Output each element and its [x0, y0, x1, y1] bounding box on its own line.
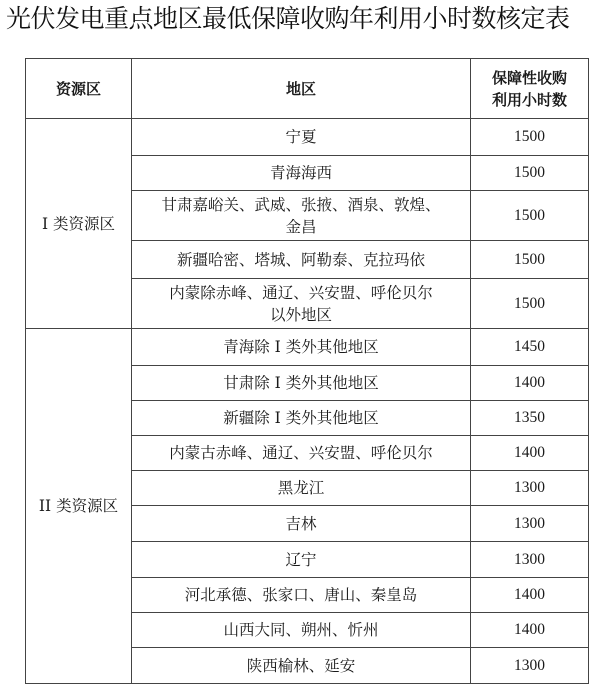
document-title: 光伏发电重点地区最低保障收购年利用小时数核定表: [6, 4, 570, 33]
region-cell: 黑龙江: [132, 471, 471, 506]
region-cell: 甘肃除 I 类外其他地区: [132, 366, 471, 401]
region-cell: 新疆除 I 类外其他地区: [132, 401, 471, 436]
hours-cell: 1500: [471, 156, 589, 191]
hours-cell: 1400: [471, 613, 589, 648]
header-hours-line2: 利用小时数: [491, 90, 567, 109]
region-cell: 吉林: [132, 506, 471, 542]
hours-cell: 1400: [471, 366, 589, 401]
hours-cell: 1350: [471, 401, 589, 436]
hours-cell: 1500: [471, 241, 589, 279]
region-cell: 山西大同、朔州、忻州: [132, 613, 471, 648]
region-cell: 内蒙古赤峰、通辽、兴安盟、呼伦贝尔: [132, 436, 471, 471]
hours-cell: 1400: [471, 578, 589, 613]
region-line1: 甘肃嘉峪关、武威、张掖、酒泉、敦煌、: [161, 195, 441, 214]
header-hours-line1: 保障性收购: [491, 68, 567, 87]
zone2-label: II 类资源区: [26, 329, 132, 684]
table-header-row: [26, 59, 589, 119]
utilization-hours-table: [25, 58, 589, 684]
header-region: 地区: [132, 59, 471, 119]
region-cell: [132, 279, 471, 329]
region-cell: 宁夏: [132, 119, 471, 156]
hours-cell: 1500: [471, 279, 589, 329]
zone1-label: I 类资源区: [26, 119, 132, 329]
region-cell: 青海除 I 类外其他地区: [132, 329, 471, 366]
region-cell: 新疆哈密、塔城、阿勒泰、克拉玛依: [132, 241, 471, 279]
region-cell: 青海海西: [132, 156, 471, 191]
header-hours: [471, 59, 589, 119]
region-line1: 内蒙除赤峰、通辽、兴安盟、呼伦贝尔: [169, 283, 433, 302]
hours-cell: 1300: [471, 506, 589, 542]
table-row: [26, 119, 589, 156]
hours-cell: 1450: [471, 329, 589, 366]
region-cell: 河北承德、张家口、唐山、秦皇岛: [132, 578, 471, 613]
region-cell: 陕西榆林、延安: [132, 648, 471, 684]
hours-cell: 1300: [471, 648, 589, 684]
hours-cell: 1500: [471, 191, 589, 241]
hours-cell: 1300: [471, 542, 589, 578]
hours-cell: 1400: [471, 436, 589, 471]
region-cell: 辽宁: [132, 542, 471, 578]
region-line2: 金昌: [285, 217, 317, 236]
hours-cell: 1500: [471, 119, 589, 156]
table-row: [26, 329, 589, 366]
header-zone: 资源区: [26, 59, 132, 119]
region-cell: [132, 191, 471, 241]
region-line2: 以外地区: [269, 305, 332, 324]
hours-cell: 1300: [471, 471, 589, 506]
